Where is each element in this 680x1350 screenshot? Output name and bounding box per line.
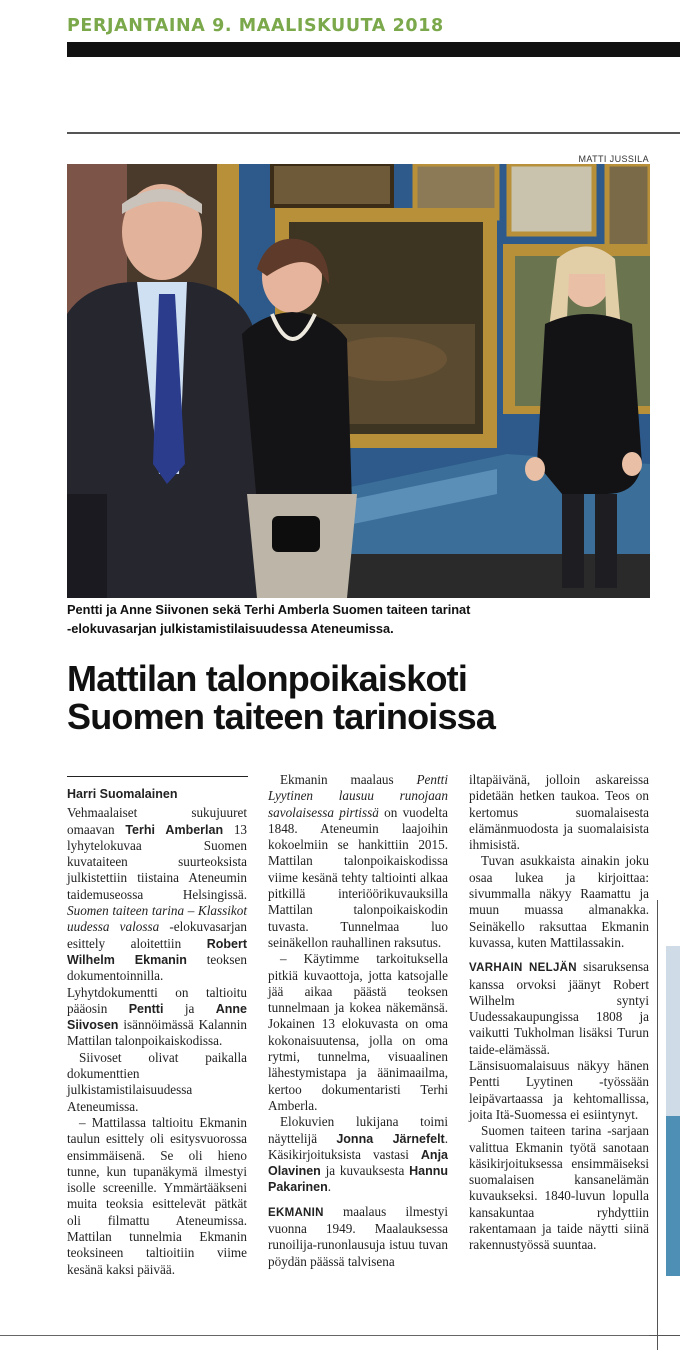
photo-illustration: [67, 164, 650, 598]
adjacent-article-photo: [666, 946, 680, 1276]
headline: [67, 660, 667, 736]
paragraph: iltapäivänä, jolloin askareissa pidetään hetken taukoa. Teos on kertomus suomalaisesta elämänmuodosta ja suomalaisista ihmisistä.: [469, 772, 649, 853]
paragraph: – Mattilassa taltioitu Ekmanin taulun esittely oli esitysvuorossa ensimmäisenä. Se oli hieno tunne, kun tupanäkymä ilmestyi isolle screenille. Ymmärtääkseni muita teoksia esittelevät pätkät oli filmattu Ateneumissa. Mattilan tunnelmia Ekmanin teoksineen taltioitiin viime kesänä kaksi päivää.: [67, 1114, 247, 1277]
headline-line: Suomen taiteen tarinoissa: [67, 696, 496, 737]
top-bar: [67, 42, 680, 57]
subhead-lead: EKMANIN: [268, 1206, 324, 1219]
person-name: Pentti: [128, 1001, 164, 1016]
person-name: Hannu Pakarinen: [268, 1164, 448, 1195]
subhead-lead: VARHAIN NELJÄN: [469, 962, 577, 975]
text: ja kuvauksesta: [320, 1163, 410, 1179]
paragraph: [67, 805, 247, 1049]
column-divider: [657, 900, 658, 1350]
paragraph: [268, 1114, 448, 1195]
paragraph: Tuvan asukkaista ainakin joku osaa lukea ja kirjoittaa: sivummalla näkyy Raamattu ja muun muassa almanakka. Seinäkello raksuttaa Ekmanin kuvassa, kuten Mattilassakin.: [469, 853, 649, 950]
text: ja: [163, 1000, 216, 1016]
article-photo: [67, 164, 650, 598]
text: .: [327, 1179, 332, 1195]
paragraph: – Käytimme tarkoituksella pitkiä kuvaottoja, jotta katsojalle jää aikaa päästä teoksen tunnelmaan ja kokea näkemänsä. Jokainen 13 elokuvasta on oma kokonaisuutensa, jolla on oma rytmi, tunnelma, visuaalinen lähestymistapa ja äänimaailma, kertoo dokumentaristi Terhi Amberla.: [268, 951, 448, 1113]
section-rule: [67, 132, 680, 134]
bottom-rule: [0, 1335, 649, 1336]
person-name: Jonna Järnefelt: [336, 1131, 445, 1146]
paragraph: Suomen taiteen tarina -sarjaan valittua Ekmanin työtä sanotaan käsikirjoituksessa ensimmäiseksi suomalaisen kansanelämän kuvaukseksi. 1840-luvun lopulla kansakuntaa ryhdyttiin rakentamaan ja taide näytti siinä rakennustyössä suuntaa.: [469, 1123, 649, 1253]
text: . Käsikirjoituksista vastasi: [268, 1130, 448, 1162]
article-column-3: [469, 772, 649, 1254]
text: Vehmaalaiset sukujuuret omaavan: [67, 805, 247, 837]
text: isännöimässä Kalannin Mattilan talonpoikaiskodissa.: [67, 1017, 247, 1049]
text: -elokuvasarjan esittely aloitettiin: [67, 919, 247, 951]
caption-line: Pentti ja Anne Siivonen sekä Terhi Amberla Suomen taiteen tarinat: [67, 602, 471, 617]
text: on vuodelta 1848. Ateneumin laajoihin kokoelmiin se hankittiin 2015. Mattilan talonpoikaiskodissa viime kesänä tehty taltiointi alkaa pitkillä interiöörikuvauksilla Mattilan talonpoikaiskodin tuvasta. Tunnelmaa luo seinäkellon rauhallinen raksutus.: [268, 804, 448, 950]
bottom-rule-right: [649, 1335, 680, 1336]
article-column-1: [67, 772, 247, 1278]
text: 13 lyhytelokuvaa Suomen kuvataiteen suurteoksista julkistettiin tiistaina Ateneumin taidemuseossa Helsingissä.: [67, 821, 247, 902]
work-title: Suomen taiteen tarina – Klassikot uudessa valossa: [67, 903, 247, 935]
headline-line: Mattilan talonpoikaiskoti: [67, 658, 468, 699]
work-title: Pentti Lyytinen lausuu runojaan savolaisessa pirtissä: [268, 772, 448, 820]
person-name: Anja Olavinen: [268, 1147, 448, 1179]
article-column-2: [268, 772, 448, 1270]
person-name: Terhi Amberlan: [125, 822, 224, 837]
person-name: Anne Siivosen: [67, 1001, 247, 1033]
caption-line: -elokuvasarjan julkistamistilaisuudessa Ateneumissa.: [67, 621, 394, 636]
text: sisaruksensa kanssa orvoksi jäänyt Robert Wilhelm syntyi Uudessakaupungissa 1808 ja vaikutti Tukholman lisäksi Turun taide-elämässä. Länsisuomalaisuus näkyy hänen Pentti Lyytinen -työssään leipävartaassa ja kehtomallissa, joita Itä-Suomessa ei esiintynyt.: [469, 959, 649, 1122]
text: teoksen dokumentoinnilla. Lyhytdokumentti on taltioitu pääosin: [67, 951, 247, 1016]
person-name: Robert Wilhelm Ekmanin: [67, 936, 247, 967]
byline: Harri Suomalainen: [67, 787, 178, 801]
dateline: PERJANTAINA 9. MAALISKUUTA 2018: [67, 16, 444, 36]
photo-credit: MATTI JUSSILA: [578, 154, 649, 164]
text: Elokuvien lukijana toimi näyttelijä: [268, 1114, 448, 1146]
paragraph: [268, 1204, 448, 1270]
text: maalaus ilmestyi vuonna 1949. Maalauksessa runoilija-runonlausuja istuu tuvan pöydän päässä talvisena: [268, 1203, 448, 1269]
paragraph: [268, 772, 448, 951]
paragraph: [469, 959, 649, 1123]
text: Ekmanin maalaus: [280, 772, 417, 787]
photo-caption: [67, 600, 587, 638]
paragraph: Siivoset olivat paikalla dokumenttien julkistamistilaisuudessa Ateneumissa.: [67, 1049, 247, 1114]
